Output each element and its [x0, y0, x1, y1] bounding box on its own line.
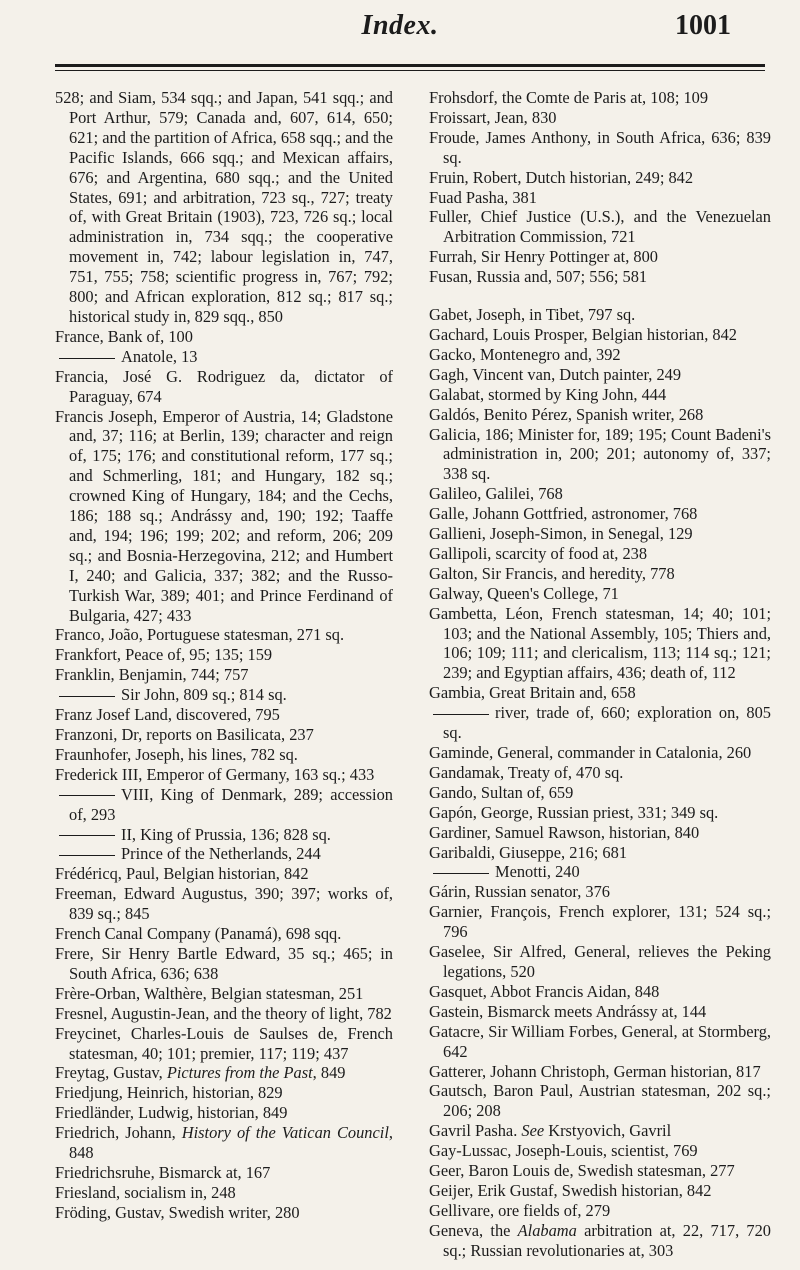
index-entry: Franz Josef Land, discovered, 795 [55, 705, 280, 725]
index-entry: Freeman, Edward Augustus, 390; 397; works of, 839 sq.; 845 [55, 884, 393, 924]
index-entry: Fresnel, Augustin-Jean, and the theory of light, 782 [55, 1003, 392, 1023]
index-entry: Gastein, Bismarck meets Andrássy at, 144 [429, 1001, 707, 1021]
index-entry: Gardiner, Samuel Rawson, historian, 840 [429, 822, 700, 842]
ditto-dash [59, 358, 115, 359]
index-entry: Frère-Orban, Walthère, Belgian statesman, 251 [55, 983, 364, 1003]
ditto-dash [59, 855, 115, 856]
index-entry: Gando, Sultan of, 659 [429, 782, 574, 802]
index-entry: France, Bank of, 100 [55, 326, 193, 346]
index-entry: Gambia, Great Britain and, 658 [429, 683, 636, 703]
page-number: 1001 [675, 10, 731, 41]
index-entry: Sir John, 809 sq.; 814 sq. [55, 685, 393, 705]
index-entry: Friedjung, Heinrich, historian, 829 [55, 1083, 283, 1103]
index-entry: Friedrich, Johann, History of the Vatican Council, 848 [55, 1123, 393, 1163]
index-entry: Gautsch, Baron Paul, Austrian statesman, 202 sq.; 206; 208 [429, 1081, 771, 1121]
index-entry: Gallieni, Joseph-Simon, in Senegal, 129 [429, 524, 693, 544]
section-gap [429, 287, 771, 305]
index-entry: Gambetta, Léon, French statesman, 14; 40; 101; 103; and the National Assembly, 105; Thiers and, 106; 109; 111; and clericalism, 113; 114 sq.; 121; 239; and Egyptian affairs, 436; death of, 112 [429, 603, 771, 683]
ditto-dash [59, 835, 115, 836]
index-entry: VIII, King of Denmark, 289; accession of, 293 [55, 785, 393, 825]
index-entry: Gatterer, Johann Christoph, German historian, 817 [429, 1061, 761, 1081]
running-header [0, 0, 800, 80]
ditto-dash [59, 795, 115, 796]
index-entry: Gellivare, ore fields of, 279 [429, 1200, 611, 1220]
index-entry: Galway, Queen's College, 71 [429, 583, 619, 603]
index-entry: Franco, João, Portuguese statesman, 271 sq. [55, 625, 345, 645]
index-entry: Frederick III, Emperor of Germany, 163 sq.; 433 [55, 764, 375, 784]
index-entry: Galabat, stormed by King John, 444 [429, 384, 667, 404]
index-entry: Galdós, Benito Pérez, Spanish writer, 268 [429, 404, 704, 424]
index-entry: Freytag, Gustav, Pictures from the Past, 849 [55, 1063, 346, 1083]
page-title: Index. [361, 10, 439, 41]
index-entry: Geijer, Erik Gustaf, Swedish historian, 842 [429, 1180, 712, 1200]
index-entry: Frédéricq, Paul, Belgian historian, 842 [55, 864, 309, 884]
index-entry: Froude, James Anthony, in South Africa, 636; 839 sq. [429, 127, 771, 167]
index-entry: Gallipoli, scarcity of food at, 238 [429, 543, 648, 563]
index-entry: II, King of Prussia, 136; 828 sq. [55, 825, 393, 845]
index-entry: Froissart, Jean, 830 [429, 107, 557, 127]
index-entry: Geneva, the Alabama arbitration at, 22, 717, 720 sq.; Russian revolutionaries at, 303 [429, 1220, 771, 1260]
index-entry: Prince of the Netherlands, 244 [55, 844, 393, 864]
index-entry: Frankfort, Peace of, 95; 135; 159 [55, 645, 273, 665]
index-entry: Gavril Pasha. See Krstyovich, Gavril [429, 1121, 672, 1141]
index-entry: Fröding, Gustav, Swedish writer, 280 [55, 1202, 300, 1222]
index-entry: Gaminde, General, commander in Catalonia, 260 [429, 743, 752, 762]
index-entry: Anatole, 13 [55, 347, 393, 367]
left-column [55, 88, 393, 1223]
header-rule-thin [55, 70, 765, 71]
index-entry: Galle, Johann Gottfried, astronomer, 768 [429, 504, 698, 524]
index-entry: Menotti, 240 [429, 862, 771, 882]
index-entry: Gagh, Vincent van, Dutch painter, 249 [429, 364, 682, 384]
index-entry: French Canal Company (Panamá), 698 sqq. [55, 924, 342, 944]
index-entry: Gachard, Louis Prosper, Belgian historian, 842 [429, 324, 737, 344]
index-entry: river, trade of, 660; exploration on, 805 sq. [429, 703, 771, 743]
index-entry: Fruin, Robert, Dutch historian, 249; 842 [429, 167, 694, 187]
index-entry: Fuad Pasha, 381 [429, 187, 537, 207]
index-entry: Fusan, Russia and, 507; 556; 581 [429, 267, 648, 287]
index-entry: Francis Joseph, Emperor of Austria, 14; Gladstone and, 37; 116; at Berlin, 139; character and reign of, 175; 176; and constitutional reform, 177 sq.; and Schmerling, 181; and Hungary, 182 sq.; crowned King of Hungary, 184; and the Cechs, 186; 188 sq.; Andrássy and, 190; 192; Taaffe and, 194; 196; 199; 202; and reform, 206; 209 sq.; and Bosnia-Herzegovina, 212; and Humbert I, 240; and Galicia, 337; 382; and the Russo-Turkish War, 389; 401; and Prince Ferdinand of Bulgaria, 427; 433 [55, 406, 393, 625]
index-entry: Gárin, Russian senator, 376 [429, 882, 610, 902]
index-entry: Gatacre, Sir William Forbes, General, at Stormberg, 642 [429, 1021, 771, 1061]
index-entry: Gacko, Montenegro and, 392 [429, 344, 621, 364]
right-column [429, 88, 771, 1261]
index-entry: Fuller, Chief Justice (U.S.), and the Venezuelan Arbitration Commission, 721 [429, 207, 771, 247]
ditto-dash [59, 696, 115, 697]
index-entry: Franklin, Benjamin, 744; 757 [55, 665, 249, 685]
ditto-dash [433, 873, 489, 874]
index-entry: Gapón, George, Russian priest, 331; 349 sq. [429, 802, 719, 822]
index-entry: Gandamak, Treaty of, 470 sq. [429, 762, 624, 782]
index-entry: Galton, Sir Francis, and heredity, 778 [429, 563, 675, 583]
index-entry: Gabet, Joseph, in Tibet, 797 sq. [429, 305, 636, 325]
index-entry: Galileo, Galilei, 768 [429, 484, 563, 504]
index-entry: Gaselee, Sir Alfred, General, relieves the Peking legations, 520 [429, 942, 771, 981]
index-entry: Freycinet, Charles-Louis de Saulses de, French statesman, 40; 101; premier, 117; 119; 437 [55, 1023, 393, 1063]
index-entry: Friesland, socialism in, 248 [55, 1182, 236, 1202]
index-entry: Fraunhofer, Joseph, his lines, 782 sq. [55, 744, 298, 764]
index-entry: Francia, José G. Rodriguez da, dictator of Paraguay, 674 [55, 366, 393, 406]
index-entry: 528; and Siam, 534 sqq.; and Japan, 541 sqq.; and Port Arthur, 579; Canada and, 607, 614, 650; 621; and the partition of Africa, 658 sqq.; and the Pacific Islands, 666 sqq.; and Mexican affairs, 676; and Argentina, 680 sqq.; and the United States, 691; and arbitration, 723 sq., 727; treaty of, with Great Britain (1903), 723, 726 sq.; local administration in, 734 sqq.; the cooperative movement in, 742; labour legislation in, 747, 751, 755; 758; scientific progress in, 767; 792; 800; and African exploration, 812 sq.; 817 sq.; historical study in, 829 sqq., 850 [55, 88, 393, 326]
ditto-dash [433, 714, 489, 715]
index-entry: Gasquet, Abbot Francis Aidan, 848 [429, 981, 660, 1001]
index-entry: Garnier, François, French explorer, 131; 524 sq.; 796 [429, 902, 771, 942]
index-entry: Galicia, 186; Minister for, 189; 195; Count Badeni's administration in, 200; 201; autonomy of, 337; 338 sq. [429, 424, 771, 484]
index-entry: Geer, Baron Louis de, Swedish statesman, 277 [429, 1161, 735, 1181]
index-entry: Frere, Sir Henry Bartle Edward, 35 sq.; 465; in South Africa, 636; 638 [55, 943, 393, 983]
index-entry: Furrah, Sir Henry Pottinger at, 800 [429, 247, 658, 267]
index-entry: Garibaldi, Giuseppe, 216; 681 [429, 842, 628, 862]
index-entry: Gay-Lussac, Joseph-Louis, scientist, 769 [429, 1141, 698, 1161]
index-entry: Friedrichsruhe, Bismarck at, 167 [55, 1162, 271, 1182]
index-entry: Frohsdorf, the Comte de Paris at, 108; 109 [429, 88, 709, 107]
index-entry: Franzoni, Dr, reports on Basilicata, 237 [55, 725, 314, 744]
index-entry: Friedländer, Ludwig, historian, 849 [55, 1103, 288, 1123]
header-rule-thick [55, 64, 765, 67]
